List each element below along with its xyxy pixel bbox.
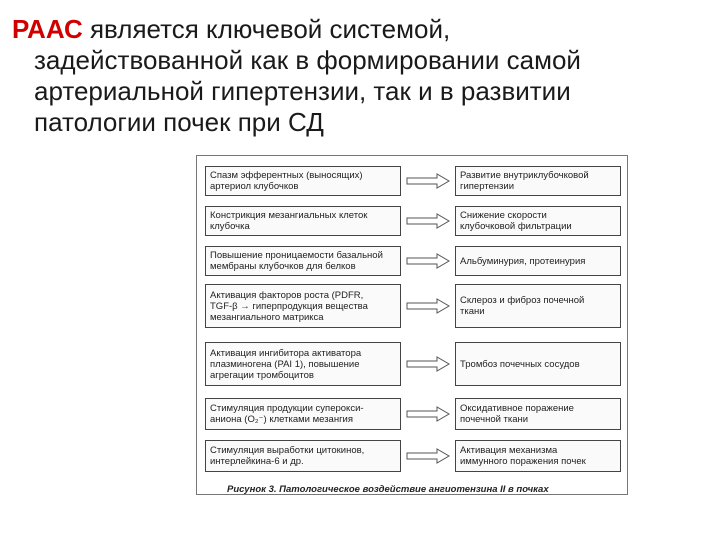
text-line-3: артериальной гипертензии, так и в развитии bbox=[34, 76, 571, 106]
cause-line: интерлейкина-6 и др. bbox=[210, 456, 304, 467]
text-line-2: задействованной как в формировании самой bbox=[34, 45, 581, 75]
cause-line: Стимуляция выработки цитокинов, bbox=[210, 445, 365, 456]
cause-line: мезангиального матрикса bbox=[210, 311, 324, 323]
effect-box bbox=[455, 398, 621, 430]
cause-line: Констрикция мезангиальных клеток bbox=[210, 210, 368, 221]
right-arrow-icon bbox=[405, 253, 451, 269]
cause-box bbox=[205, 206, 401, 236]
cause-line: Повышение проницаемости базальной bbox=[210, 250, 383, 261]
cause-line: агрегации тромбоцитов bbox=[210, 369, 314, 381]
effect-line: Склероз и фиброз почечной bbox=[460, 295, 585, 306]
effect-box bbox=[455, 246, 621, 276]
cause-box bbox=[205, 342, 401, 386]
text-line-1 bbox=[12, 14, 702, 45]
right-arrow-icon bbox=[405, 298, 451, 314]
effect-box bbox=[455, 440, 621, 472]
cause-line: клубочка bbox=[210, 221, 250, 232]
effect-line: Оксидативное поражение bbox=[460, 403, 574, 414]
effect-line: гипертензии bbox=[460, 181, 515, 192]
effect-line: клубочковой фильтрации bbox=[460, 221, 572, 232]
effect-box bbox=[455, 284, 621, 328]
cause-line: Активация ингибитора активатора bbox=[210, 347, 362, 359]
cause-line: TGF-β → гиперпродукция вещества bbox=[210, 300, 368, 312]
cause-line: артериол клубочков bbox=[210, 181, 299, 192]
cause-box bbox=[205, 284, 401, 328]
cause-box bbox=[205, 246, 401, 276]
right-arrow-icon bbox=[405, 213, 451, 229]
text-line-4: патологии почек при СД bbox=[34, 107, 324, 137]
right-arrow-icon bbox=[405, 448, 451, 464]
effect-line: Альбуминурия, протеинурия bbox=[460, 255, 586, 267]
effect-line: Тромбоз почечных сосудов bbox=[460, 358, 580, 370]
figure-caption: Рисунок 3. Патологическое воздействие ангиотензина II в почках bbox=[227, 484, 549, 495]
cause-line: анионa (O₂⁻) клетками мезангия bbox=[210, 414, 354, 425]
cause-line: Стимуляция продукции суперокси- bbox=[210, 403, 364, 414]
cause-box bbox=[205, 166, 401, 196]
right-arrow-icon bbox=[405, 356, 451, 372]
effect-line: иммунного поражения почек bbox=[460, 456, 586, 467]
effect-box bbox=[455, 342, 621, 386]
slide-body-text bbox=[12, 14, 702, 138]
cause-box bbox=[205, 398, 401, 430]
cause-line: плазминогена (PAI 1), повышение bbox=[210, 358, 360, 370]
effect-line: почечной ткани bbox=[460, 414, 529, 425]
cause-line: Спазм эфферентных (выносящих) bbox=[210, 170, 363, 181]
cause-line: Активация факторов роста (PDFR, bbox=[210, 289, 364, 301]
effect-box bbox=[455, 166, 621, 196]
effect-line: Активация механизма bbox=[460, 445, 558, 456]
raas-highlight: РААС bbox=[12, 14, 83, 44]
effect-line: Развитие внутриклубочковой bbox=[460, 170, 589, 181]
effect-line: ткани bbox=[460, 306, 485, 317]
cause-box bbox=[205, 440, 401, 472]
effect-box bbox=[455, 206, 621, 236]
text-line-1-rest: является ключевой системой, bbox=[82, 14, 451, 44]
cause-line: мембраны клубочков для белков bbox=[210, 261, 356, 272]
right-arrow-icon bbox=[405, 173, 451, 189]
effect-line: Снижение скорости bbox=[460, 210, 547, 221]
angiotensin-figure bbox=[196, 155, 628, 495]
right-arrow-icon bbox=[405, 406, 451, 422]
